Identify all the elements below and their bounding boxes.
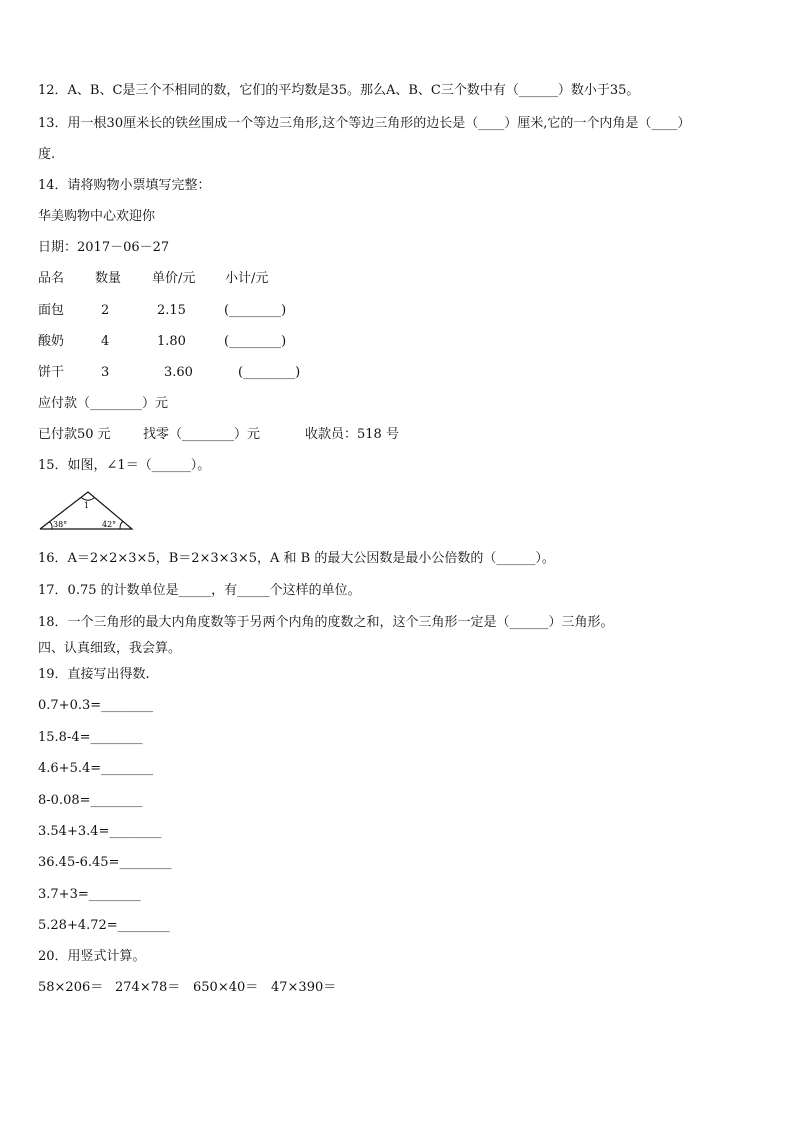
receipt-row-name: 酸奶 [38, 334, 65, 349]
receipt-row-price: 2.15 [157, 303, 186, 318]
calc-item: 8-0.08=________ [38, 793, 143, 808]
question-19-title: 19．直接写出得数. [38, 667, 150, 682]
question-20-title: 20．用竖式计算。 [38, 949, 146, 964]
calc-item: 5.28+4.72=________ [38, 918, 170, 933]
receipt-row-price: 1.80 [157, 334, 186, 349]
receipt-change: 找零（________）元 [143, 427, 261, 442]
calc-item: 3.7+3=________ [38, 887, 141, 902]
vertical-calc-item: 58×206＝ [38, 980, 104, 995]
receipt-store-name: 华美购物中心欢迎你 [38, 209, 156, 224]
receipt-row-qty: 3 [101, 365, 110, 380]
receipt-payable: 应付款（________）元 [38, 396, 169, 411]
question-15: 15．如图，∠1＝（______）。 [38, 458, 211, 473]
receipt-row-price: 3.60 [164, 365, 193, 380]
question-14-title: 14．请将购物小票填写完整： [38, 178, 211, 193]
triangle-right-angle-label: 42° [102, 520, 117, 529]
receipt-row-subtotal-blank: (________) [224, 303, 287, 318]
calc-item: 4.6+5.4=________ [38, 761, 154, 776]
receipt-date: 日期：2017－06－27 [38, 240, 170, 255]
triangle-figure [38, 488, 134, 532]
question-18: 18．一个三角形的最大内角度数等于另两个内角的度数之和，这个三角形一定是（______）三角形。 [38, 615, 614, 630]
receipt-row-subtotal-blank: (________) [224, 334, 287, 349]
triangle-left-angle-label: 38° [53, 520, 68, 529]
question-13-line1: 13．用一根30厘米长的铁丝围成一个等边三角形,这个等边三角形的边长是（____）厘米,它的一个内角是（____） [38, 116, 691, 131]
vertical-calc-item: 47×390＝ [271, 980, 337, 995]
section-4-heading: 四、认真细致，我会算。 [38, 641, 182, 656]
question-17: 17．0.75 的计数单位是_____，有_____个这样的单位。 [38, 583, 361, 598]
receipt-cashier: 收款员：518 号 [305, 427, 399, 442]
receipt-row-name: 饼干 [38, 365, 65, 380]
receipt-header-subtotal: 小计/元 [225, 271, 269, 286]
receipt-header-price: 单价/元 [152, 271, 196, 286]
receipt-row-qty: 4 [101, 334, 110, 349]
question-13-line2: 度. [38, 147, 56, 162]
question-16: 16．A＝2×2×3×5，B＝2×3×3×5，A 和 B 的最大公因数是最小公倍数的（______）。 [38, 551, 555, 566]
vertical-calc-item: 650×40＝ [193, 980, 259, 995]
calc-item: 15.8-4=________ [38, 730, 143, 745]
receipt-row-name: 面包 [38, 303, 65, 318]
vertical-calc-item: 274×78＝ [115, 980, 181, 995]
receipt-header-qty: 数量 [95, 271, 122, 286]
triangle-angle-1-label: 1 [84, 501, 90, 510]
calc-item: 0.7+0.3=________ [38, 698, 154, 713]
receipt-paid: 已付款50 元 [38, 427, 111, 442]
receipt-row-qty: 2 [101, 303, 110, 318]
receipt-header-name: 品名 [38, 271, 65, 286]
receipt-row-subtotal-blank: (________) [238, 365, 301, 380]
calc-item: 3.54+3.4=________ [38, 824, 162, 839]
question-12: 12．A、B、C是三个不相同的数，它们的平均数是35。那么A、B、C三个数中有（______）数小于35。 [38, 83, 640, 98]
calc-item: 36.45-6.45=________ [38, 855, 172, 870]
